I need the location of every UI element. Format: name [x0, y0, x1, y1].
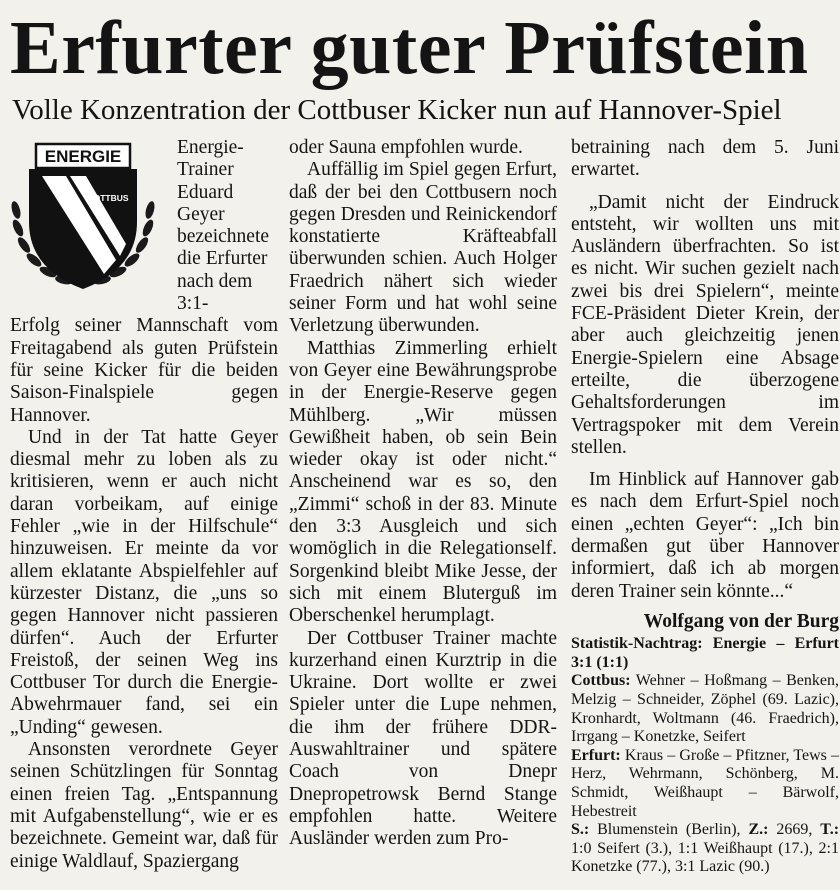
- paragraph: Matthias Zimmerling erhielt von Geyer eine Bewährungsprobe in der Energie-Reserve gegen Mühlberg. „Wir müssen Gewißheit haben, ob sein Bein wieder okay ist oder nicht.“ Anscheinend war es so, den „Zimmi“ schoß in der 83. Minute den 3:3 Ausgleich und sich womöglich in die Relegationself. Sorgenkind bleibt Mike Jesse, der sich mit einem Bluterguß im Oberschenkel herumplagt.: [289, 337, 557, 627]
- match-statistics: [571, 635, 839, 877]
- paragraph: Ansonsten verordnete Geyer seinen Schützlingen für Sonntag einen freien Tag. „Entspannung mit Aufgabenstellung“, wie er es bezeichnete. Gemeint war, daß für einige Waldlauf, Spaziergang: [10, 739, 278, 872]
- stats-erfurt-lineup: Erfurt: Kraus – Große – Pfitzner, Tews – Herz, Wehrmann, Schönberg, M. Schmidt, Weißhaupt – Bärwolf, Hebestreit: [571, 746, 840, 820]
- paragraph: oder Sauna empfohlen wurde.: [289, 137, 523, 158]
- article-column-1: [10, 137, 278, 873]
- paragraph: betraining nach dem 5. Juni erwartet.: [571, 137, 839, 181]
- stats-title: Statistik-Nachtrag: Energie – Erfurt 3:1 (1:1): [571, 635, 839, 671]
- paragraph: Auffällig im Spiel gegen Erfurt, daß der bei den Cottbusern noch gegen Dresden und Reinickendorf konstatierte Kräfteabfall überwunden schien. Auch Holger Fraedrich nähert sich wieder seiner Form und hat wohl seine Verletzung überwunden.: [289, 159, 557, 337]
- paragraph-intro-rest: Erfolg seiner Mannschaft vom Freitagabend als guten Prüfstein für seine Kicker für die beiden Saison-Finalspiele gegen Hannover.: [10, 315, 278, 426]
- subheadline: Volle Konzentration der Cottbuser Kicker nun auf Hannover-Spiel: [12, 94, 782, 126]
- paragraph-intro-top: Energie-Trainer Eduard Geyer bezeichnete die Erfurter nach dem 3:1-: [177, 137, 270, 315]
- author-byline: Wolfgang von der Burg: [643, 610, 839, 632]
- article-column-2: [289, 137, 557, 851]
- paragraph: Der Cottbuser Trainer machte kurzerhand einen Kurztrip in die Ukraine. Dort wollte er zwei Spieler unter die Lupe nehmen, die ihm der frühere DDR-Auswahltrainer und spätere Coach von Dnepr Dnepropetrowsk Bernd Stange empfohlen hatte. Weitere Ausländer werden zum Pro-: [289, 627, 557, 850]
- svg-text:ENERGIE: ENERGIE: [44, 147, 122, 166]
- headline: Erfurter guter Prüfstein: [10, 6, 809, 90]
- paragraph: „Damit nicht der Eindruck entsteht, wir wollten uns mit Ausländern überfrachten. So ist es nicht. Wir suchen gezielt nach zwei bis drei Spielern“, meinte FCE-Präsident Dieter Krein, der aber auch gleichzeitig jenen Energie-Spielern eine Absage erteilte, die überzogene Gehaltsforderungen im Vertragspoker mit dem Verein stellen.: [571, 191, 839, 458]
- stats-cottbus-lineup: Cottbus: Wehner – Hoßmang – Benken, Melzig – Schneider, Zöphel (69. Lazic), Kronhardt, Woltmann (46. Fraedrich), Irrgang – Konetzke, Seifert: [571, 672, 840, 746]
- stats-referee-attendance: S.: Blumenstein (Berlin), Z.: 2669, T.: 1:0 Seifert (3.), 1:1 Weißhaupt (17.), 2:1 Konetzke (77.), 3:1 Lazic (90.): [571, 821, 840, 876]
- svg-text:COTTBUS: COTTBUS: [87, 193, 129, 203]
- paragraph: Und in der Tat hatte Geyer diesmal mehr zu loben als zu kritisieren, wenn er auch nicht daran vorbeikam, auf einige Fehler „wie in der Hilfschule“ hinzuweisen. Er meinte da vor allem eklatante Abspielfehler auf kürzester Distanz, die „uns so gegen Hannover nicht passieren dürfen“. Auch der Erfurter Freistoß, der seinen Weg ins Cottbuser Tor durch die Energie-Abwehrmauer fand, sei ein „Unding“ gewesen.: [10, 426, 278, 738]
- article-column-3: [571, 137, 839, 877]
- paragraph: Im Hinblick auf Hannover gab es nach dem Erfurt-Spiel noch einen „echten Geyer“: „Ich bin dermaßen gut über Hannover informiert, daß ich ab morgen deren Trainer sein könnte...“: [571, 469, 839, 602]
